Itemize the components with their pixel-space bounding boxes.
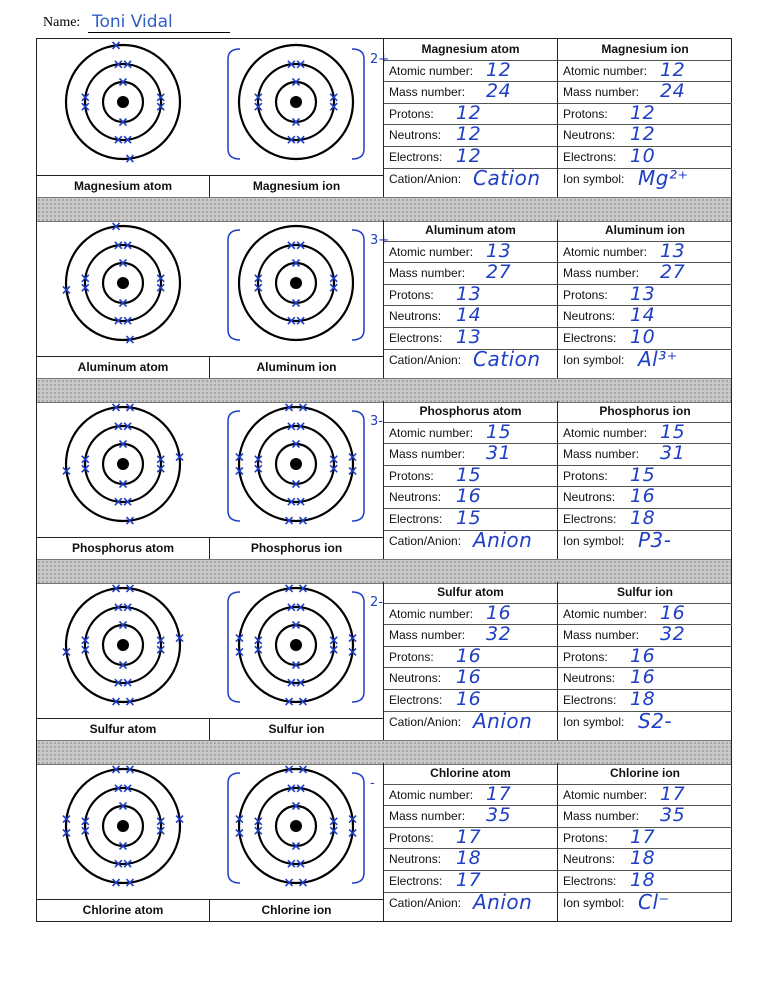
atom-bohr-diagram — [37, 39, 209, 176]
handwritten-answer[interactable]: 27 — [660, 261, 686, 284]
ion-row-atomic-number — [558, 58, 732, 83]
ion-row-neutrons — [558, 487, 732, 509]
atom-row-protons — [384, 463, 557, 488]
ion-row-protons — [558, 282, 732, 307]
atom-bohr-diagram — [37, 401, 209, 538]
handwritten-answer[interactable]: 13 — [456, 325, 482, 348]
ion-charge: 2+ — [370, 52, 390, 67]
field-label: Atomic number: — [389, 787, 474, 802]
handwritten-answer[interactable]: 17 — [456, 868, 482, 891]
field-label: Protons: — [389, 830, 434, 845]
field-label: Atomic number: — [563, 244, 648, 259]
handwritten-answer[interactable]: 16 — [486, 601, 512, 624]
nucleus — [290, 458, 302, 470]
section-separator — [37, 197, 731, 222]
handwritten-answer[interactable]: 35 — [660, 804, 686, 827]
ion-data-column — [558, 39, 732, 197]
field-label: Protons: — [389, 468, 434, 483]
atom-row-mass-number — [384, 444, 557, 466]
atom-row-atomic-number — [384, 420, 557, 445]
field-label: Electrons: — [389, 692, 443, 707]
field-label: Ion symbol: — [563, 533, 625, 548]
ion-data-column — [558, 401, 732, 559]
ion-bohr-diagram — [210, 401, 382, 538]
handwritten-answer[interactable]: Cl⁻ — [638, 889, 670, 914]
atom-row-atomic-number — [384, 239, 557, 264]
field-label: Mass number: — [563, 809, 640, 824]
ion-row-ion-symbol — [558, 165, 732, 191]
atom-row-cation-anion — [384, 889, 557, 915]
field-label: Protons: — [389, 106, 434, 121]
caption-row — [37, 175, 383, 197]
nucleus — [117, 639, 129, 651]
atom-row-atomic-number — [384, 782, 557, 807]
atom-row-mass-number — [384, 263, 557, 285]
atom-data-column — [384, 39, 558, 197]
ion-row-neutrons — [558, 668, 732, 690]
element-block — [37, 582, 731, 740]
name-label: Name: — [43, 15, 81, 30]
ion-row-ion-symbol — [558, 708, 732, 734]
handwritten-answer[interactable]: 24 — [486, 80, 512, 103]
atom-row-protons — [384, 101, 557, 126]
handwritten-answer[interactable]: Al³⁺ — [638, 346, 678, 371]
ion-bohr-diagram — [210, 220, 390, 357]
handwritten-answer[interactable]: 27 — [486, 261, 512, 284]
field-label: Protons: — [563, 830, 608, 845]
handwritten-answer[interactable]: 12 — [456, 144, 482, 167]
ion-row-protons — [558, 101, 732, 126]
field-label: Cation/Anion: — [389, 714, 462, 729]
atom-data-column — [384, 220, 558, 378]
ion-data-column — [558, 582, 732, 740]
ion-data-column — [558, 763, 732, 921]
field-label: Atomic number: — [389, 606, 474, 621]
handwritten-answer[interactable]: 16 — [630, 485, 656, 508]
handwritten-answer[interactable]: 18 — [630, 847, 656, 870]
nucleus — [290, 639, 302, 651]
handwritten-answer[interactable]: 12 — [630, 101, 656, 124]
data-grid — [383, 39, 732, 197]
atom-column-header: Magnesium atom — [384, 39, 557, 61]
field-label: Cation/Anion: — [389, 895, 462, 910]
ion-row-atomic-number — [558, 239, 732, 264]
ion-bohr-diagram — [210, 582, 382, 719]
ion-caption: Phosphorus ion — [250, 541, 343, 555]
field-label: Mass number: — [389, 266, 466, 281]
atom-column-header: Phosphorus atom — [384, 401, 557, 423]
field-label: Electrons: — [563, 511, 617, 526]
atom-row-mass-number — [384, 806, 557, 828]
ion-row-ion-symbol — [558, 889, 732, 915]
atom-bohr-diagram — [37, 582, 209, 719]
handwritten-answer[interactable]: Anion — [473, 708, 533, 733]
field-label: Neutrons: — [563, 852, 616, 867]
data-grid — [383, 763, 732, 921]
field-label: Electrons: — [563, 330, 617, 345]
ion-row-protons — [558, 644, 732, 669]
field-label: Neutrons: — [563, 309, 616, 324]
atom-row-cation-anion — [384, 165, 557, 191]
field-label: Electrons: — [389, 330, 443, 345]
field-label: Atomic number: — [389, 425, 474, 440]
handwritten-answer[interactable]: Anion — [473, 527, 533, 552]
data-grid — [383, 582, 732, 740]
ion-row-mass-number — [558, 625, 732, 647]
ion-bohr-diagram — [210, 39, 390, 176]
field-label: Protons: — [563, 649, 608, 664]
atom-bohr-diagram — [37, 763, 209, 900]
field-label: Mass number: — [563, 266, 640, 281]
field-label: Ion symbol: — [563, 714, 625, 729]
field-label: Atomic number: — [389, 244, 474, 259]
handwritten-answer[interactable]: Cation — [473, 165, 541, 190]
data-grid — [383, 220, 732, 378]
handwritten-answer[interactable]: 32 — [486, 623, 512, 646]
ion-row-ion-symbol — [558, 527, 732, 553]
handwritten-answer[interactable]: 17 — [486, 782, 512, 805]
ion-row-protons — [558, 825, 732, 850]
handwritten-answer[interactable]: 31 — [486, 442, 512, 465]
handwritten-answer[interactable]: 15 — [630, 463, 656, 486]
handwritten-answer[interactable]: 18 — [630, 687, 656, 710]
ion-caption: Aluminum ion — [256, 360, 337, 374]
ion-row-atomic-number — [558, 420, 732, 445]
field-label: Atomic number: — [563, 425, 648, 440]
atom-data-column — [384, 763, 558, 921]
nucleus — [117, 458, 129, 470]
field-label: Electrons: — [563, 873, 617, 888]
caption-row — [37, 899, 383, 921]
handwritten-answer[interactable]: 15 — [486, 420, 512, 443]
field-label: Neutrons: — [389, 490, 442, 505]
ion-column-header: Phosphorus ion — [558, 401, 732, 423]
handwritten-answer[interactable]: 18 — [630, 506, 656, 529]
ion-caption: Magnesium ion — [252, 179, 341, 193]
handwritten-answer[interactable]: 16 — [630, 666, 656, 689]
atom-caption: Chlorine atom — [37, 900, 210, 921]
atom-row-neutrons — [384, 306, 557, 328]
atom-row-neutrons — [384, 668, 557, 690]
ion-caption: Chlorine ion — [261, 903, 332, 917]
ion-row-mass-number — [558, 806, 732, 828]
ion-row-mass-number — [558, 263, 732, 285]
handwritten-answer[interactable]: Mg²⁺ — [638, 165, 689, 190]
handwritten-answer[interactable]: 10 — [630, 325, 656, 348]
ion-charge: - — [370, 776, 375, 791]
field-label: Protons: — [389, 287, 434, 302]
element-block — [37, 401, 731, 559]
atom-row-atomic-number — [384, 58, 557, 83]
section-separator — [37, 740, 731, 765]
ion-charge: 3+ — [370, 233, 390, 248]
atom-row-cation-anion — [384, 708, 557, 734]
field-label: Mass number: — [389, 809, 466, 824]
atom-caption: Aluminum atom — [37, 357, 210, 378]
element-block — [37, 39, 731, 197]
ion-row-atomic-number — [558, 782, 732, 807]
ion-column-header: Chlorine ion — [558, 763, 732, 785]
handwritten-answer[interactable]: Anion — [473, 889, 533, 914]
ion-row-protons — [558, 463, 732, 488]
atom-caption: Magnesium atom — [37, 176, 210, 197]
handwritten-answer[interactable]: 32 — [660, 623, 686, 646]
handwritten-answer[interactable]: 13 — [456, 282, 482, 305]
ion-column-header: Sulfur ion — [558, 582, 732, 604]
field-label: Cation/Anion: — [389, 533, 462, 548]
handwritten-answer[interactable]: 18 — [456, 847, 482, 870]
caption-row — [37, 537, 383, 559]
nucleus — [117, 820, 129, 832]
field-label: Mass number: — [563, 628, 640, 643]
nucleus — [117, 277, 129, 289]
worksheet-table — [36, 38, 732, 922]
nucleus — [290, 96, 302, 108]
handwritten-answer[interactable]: 15 — [660, 420, 686, 443]
atom-row-protons — [384, 282, 557, 307]
atom-row-protons — [384, 825, 557, 850]
handwritten-answer[interactable]: 16 — [456, 666, 482, 689]
ion-row-neutrons — [558, 849, 732, 871]
ion-charge: 3- — [370, 414, 383, 429]
handwritten-answer[interactable]: 13 — [660, 239, 686, 262]
handwritten-answer[interactable]: 12 — [456, 123, 482, 146]
atom-row-atomic-number — [384, 601, 557, 626]
handwritten-answer[interactable]: 13 — [630, 282, 656, 305]
field-label: Mass number: — [563, 85, 640, 100]
handwritten-answer[interactable]: 16 — [660, 601, 686, 624]
field-label: Protons: — [389, 649, 434, 664]
handwritten-answer[interactable]: 10 — [630, 144, 656, 167]
field-label: Neutrons: — [563, 671, 616, 686]
field-label: Mass number: — [389, 447, 466, 462]
atom-column-header: Sulfur atom — [384, 582, 557, 604]
caption-row — [37, 356, 383, 378]
atom-row-cation-anion — [384, 527, 557, 553]
field-label: Electrons: — [563, 692, 617, 707]
ion-caption: Sulfur ion — [268, 722, 325, 736]
field-label: Mass number: — [389, 628, 466, 643]
field-label: Electrons: — [389, 873, 443, 888]
field-label: Ion symbol: — [563, 171, 625, 186]
handwritten-answer[interactable]: 16 — [456, 644, 482, 667]
atom-row-neutrons — [384, 125, 557, 147]
field-label: Ion symbol: — [563, 352, 625, 367]
ion-data-column — [558, 220, 732, 378]
field-label: Cation/Anion: — [389, 352, 462, 367]
atom-column-header: Chlorine atom — [384, 763, 557, 785]
section-separator — [37, 559, 731, 584]
handwritten-answer[interactable]: 16 — [630, 644, 656, 667]
ion-row-mass-number — [558, 444, 732, 466]
handwritten-answer[interactable]: 14 — [456, 304, 482, 327]
field-label: Atomic number: — [563, 606, 648, 621]
atom-row-mass-number — [384, 625, 557, 647]
handwritten-answer[interactable]: 13 — [486, 239, 512, 262]
handwritten-answer[interactable]: 17 — [630, 825, 656, 848]
atom-column-header: Aluminum atom — [384, 220, 557, 242]
handwritten-answer[interactable]: 18 — [630, 868, 656, 891]
field-label: Protons: — [563, 106, 608, 121]
ion-row-neutrons — [558, 306, 732, 328]
handwritten-answer[interactable]: P3- — [638, 527, 672, 552]
field-label: Neutrons: — [389, 852, 442, 867]
handwritten-answer[interactable]: S2- — [638, 708, 673, 733]
atom-caption: Sulfur atom — [37, 719, 210, 740]
field-label: Electrons: — [563, 149, 617, 164]
ion-bohr-diagram — [210, 763, 382, 900]
handwritten-answer[interactable]: Cation — [473, 346, 541, 371]
handwritten-answer[interactable]: 15 — [456, 463, 482, 486]
name-underline — [88, 32, 230, 33]
field-label: Mass number: — [389, 85, 466, 100]
atom-row-cation-anion — [384, 346, 557, 372]
handwritten-answer[interactable]: 16 — [456, 687, 482, 710]
atom-row-neutrons — [384, 849, 557, 871]
field-label: Mass number: — [563, 447, 640, 462]
field-label: Atomic number: — [563, 787, 648, 802]
field-label: Atomic number: — [389, 63, 474, 78]
ion-column-header: Aluminum ion — [558, 220, 732, 242]
ion-row-mass-number — [558, 82, 732, 104]
field-label: Neutrons: — [389, 309, 442, 324]
field-label: Neutrons: — [389, 128, 442, 143]
handwritten-answer[interactable]: 12 — [486, 58, 512, 81]
handwritten-answer[interactable]: 35 — [486, 804, 512, 827]
handwritten-answer[interactable]: 16 — [456, 485, 482, 508]
handwritten-answer[interactable]: 24 — [660, 80, 686, 103]
field-label: Electrons: — [389, 149, 443, 164]
element-block — [37, 220, 731, 378]
field-label: Cation/Anion: — [389, 171, 462, 186]
handwritten-answer[interactable]: 12 — [660, 58, 686, 81]
atom-row-neutrons — [384, 487, 557, 509]
nucleus — [290, 820, 302, 832]
atom-row-protons — [384, 644, 557, 669]
atom-caption: Phosphorus atom — [37, 538, 210, 559]
field-label: Neutrons: — [563, 490, 616, 505]
atom-bohr-diagram — [37, 220, 209, 357]
student-name[interactable]: Toni Vidal — [92, 12, 173, 32]
field-label: Ion symbol: — [563, 895, 625, 910]
nucleus — [290, 277, 302, 289]
atom-data-column — [384, 582, 558, 740]
element-block — [37, 763, 731, 921]
ion-row-ion-symbol — [558, 346, 732, 372]
handwritten-answer[interactable]: 12 — [456, 101, 482, 124]
handwritten-answer[interactable]: 15 — [456, 506, 482, 529]
handwritten-answer[interactable]: 31 — [660, 442, 686, 465]
data-grid — [383, 401, 732, 559]
nucleus — [117, 96, 129, 108]
field-label: Atomic number: — [563, 63, 648, 78]
ion-charge: 2- — [370, 595, 383, 610]
handwritten-answer[interactable]: 14 — [630, 304, 656, 327]
atom-row-mass-number — [384, 82, 557, 104]
field-label: Protons: — [563, 287, 608, 302]
atom-data-column — [384, 401, 558, 559]
handwritten-answer[interactable]: 17 — [660, 782, 686, 805]
ion-row-neutrons — [558, 125, 732, 147]
field-label: Neutrons: — [389, 671, 442, 686]
handwritten-answer[interactable]: 12 — [630, 123, 656, 146]
section-separator — [37, 378, 731, 403]
ion-row-atomic-number — [558, 601, 732, 626]
ion-column-header: Magnesium ion — [558, 39, 732, 61]
field-label: Electrons: — [389, 511, 443, 526]
caption-row — [37, 718, 383, 740]
field-label: Protons: — [563, 468, 608, 483]
field-label: Neutrons: — [563, 128, 616, 143]
handwritten-answer[interactable]: 17 — [456, 825, 482, 848]
